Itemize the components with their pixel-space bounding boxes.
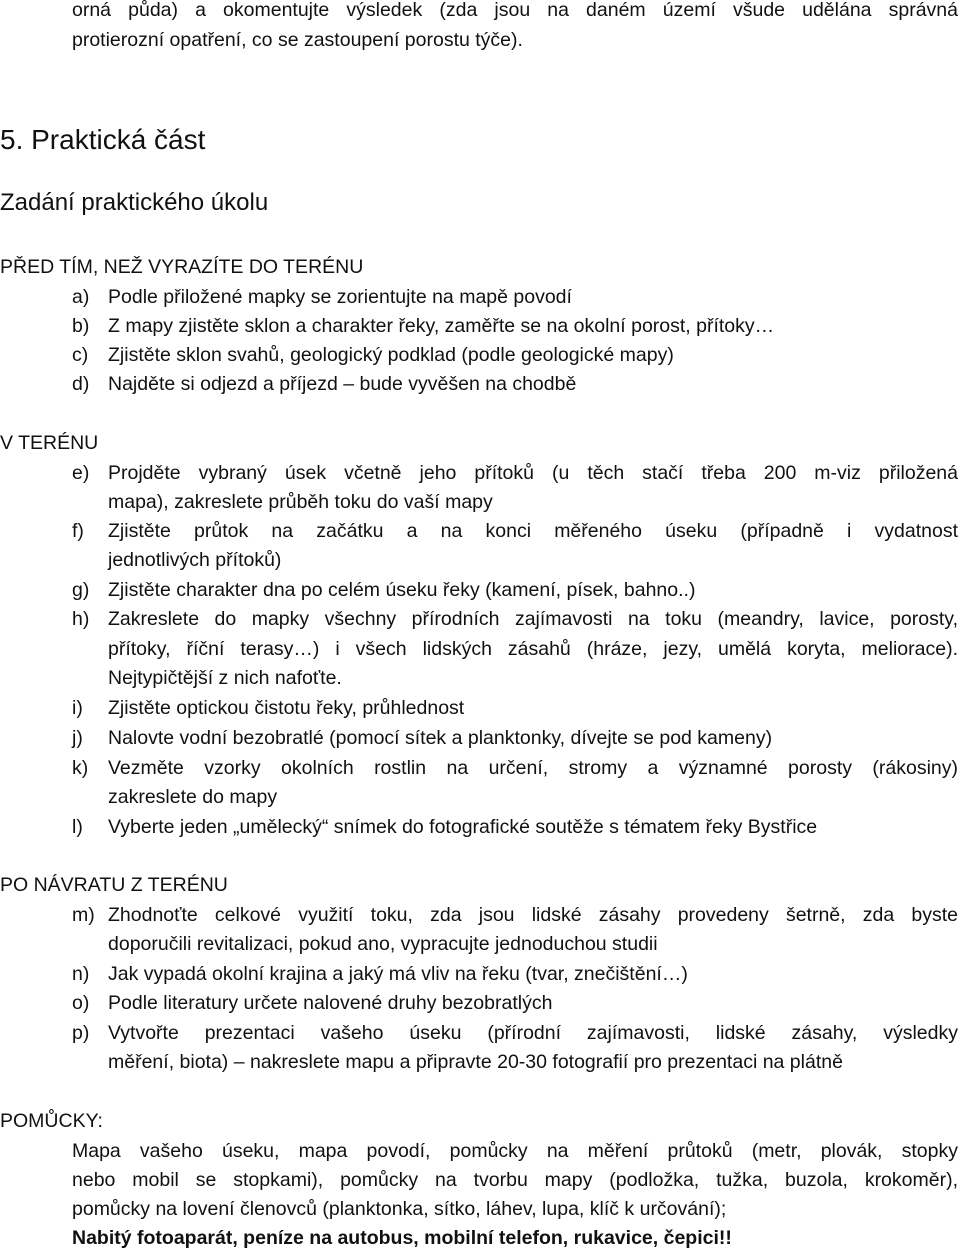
intro-line-2: protierozní opatření, co se zastoupení porostu týče).	[72, 29, 523, 51]
item-text: mapa), zakreslete průběh toku do vaší mapy	[108, 491, 493, 513]
item-text: Zjistěte charakter dna po celém úseku řeky (kamení, písek, bahno..)	[108, 579, 696, 601]
item-text: Nejtypičtější z nich nafoťte.	[108, 667, 342, 689]
item-text: Jak vypadá okolní krajina a jaký má vliv na řeku (tvar, znečištění…)	[108, 963, 688, 985]
item-label: f)	[72, 520, 84, 542]
item-text: Zhodnoťte celkové využití toku, zda jsou lidské zásahy provedeny šetrně, zda byste	[108, 904, 958, 926]
subheading: Zadání praktického úkolu	[0, 189, 269, 216]
item-text: Podle přiložené mapky se zorientujte na mapě povodí	[108, 286, 572, 308]
item-text: Zakreslete do mapky všechny přírodních zajímavosti na toku (meandry, lavice, porosty,	[108, 608, 958, 630]
item-text: Najděte si odjezd a příjezd – bude vyvěšen na chodbě	[108, 373, 577, 395]
item-label: k)	[72, 757, 89, 779]
item-text: Nalovte vodní bezobratlé (pomocí sítek a planktonky, dívejte se pod kameny)	[108, 727, 773, 749]
tools-line-1: Mapa vašeho úseku, mapa povodí, pomůcky na měření průtoků (metr, plovák, stopky	[72, 1140, 958, 1162]
section-before-field: PŘED TÍM, NEŽ VYRAZÍTE DO TERÉNU	[0, 256, 364, 278]
item-label: j)	[72, 727, 83, 749]
item-text: Vytvořte prezentaci vašeho úseku (přírodní zajímavosti, lidské zásahy, výsledky	[108, 1022, 958, 1044]
tools-line-3: pomůcky na lovení členovců (planktonka, sítko, láhev, lupa, klíč k určování);	[72, 1198, 727, 1220]
section-heading: 5. Praktická část	[0, 124, 206, 155]
item-text: Zjistěte optickou čistotu řeky, průhlednost	[108, 697, 465, 719]
item-text: Zjistěte průtok na začátku a na konci měřeného úseku (případně i vydatnost	[108, 520, 958, 542]
item-label: h)	[72, 608, 90, 630]
item-text: doporučili revitalizaci, pokud ano, vypracujte jednoduchou studii	[108, 933, 658, 955]
item-text: Vezměte vzorky okolních rostlin na určení, stromy a významné porosty (rákosiny)	[108, 757, 958, 779]
item-label: b)	[72, 315, 90, 337]
item-text: Zjistěte sklon svahů, geologický podklad (podle geologické mapy)	[108, 344, 674, 366]
item-text: měření, biota) – nakreslete mapu a připravte 20-30 fotografií pro prezentaci na plátně	[108, 1051, 843, 1073]
section-tools: POMŮCKY:	[0, 1110, 103, 1132]
tools-bold-line: Nabitý fotoaparát, peníze na autobus, mobilní telefon, rukavice, čepici!!	[72, 1227, 732, 1249]
item-label: i)	[72, 697, 83, 719]
item-text: Projděte vybraný úsek včetně jeho přítoků (u těch stačí třeba 200 m-viz přiložená	[108, 462, 958, 484]
item-label: e)	[72, 462, 90, 484]
item-text: Z mapy zjistěte sklon a charakter řeky, zaměřte se na okolní porost, přítoky…	[108, 315, 775, 337]
item-label: a)	[72, 286, 90, 308]
item-label: c)	[72, 344, 89, 366]
item-label: p)	[72, 1022, 90, 1044]
item-text: zakreslete do mapy	[108, 786, 278, 808]
item-label: m)	[72, 904, 95, 926]
item-label: d)	[72, 373, 90, 395]
item-text: jednotlivých přítoků)	[108, 549, 282, 571]
tools-line-2: nebo mobil se stopkami), pomůcky na tvorbu mapy (podložka, tužka, buzola, krokoměr),	[72, 1169, 958, 1191]
item-label: l)	[72, 816, 83, 838]
item-text: Podle literatury určete nalovené druhy bezobratlých	[108, 992, 553, 1014]
item-text: Vyberte jeden „umělecký“ snímek do fotografické soutěže s tématem řeky Bystřice	[108, 816, 818, 838]
section-after-field: PO NÁVRATU Z TERÉNU	[0, 874, 228, 896]
section-in-field: V TERÉNU	[0, 432, 99, 454]
item-text: přítoky, říční terasy…) i všech lidských zásahů (hráze, jezy, umělá koryta, meliorace).	[108, 638, 958, 660]
item-label: n)	[72, 963, 90, 985]
intro-line-1: orná půda) a okomentujte výsledek (zda jsou na daném území všude udělána správná	[72, 0, 958, 21]
item-label: o)	[72, 992, 90, 1014]
item-label: g)	[72, 579, 90, 601]
